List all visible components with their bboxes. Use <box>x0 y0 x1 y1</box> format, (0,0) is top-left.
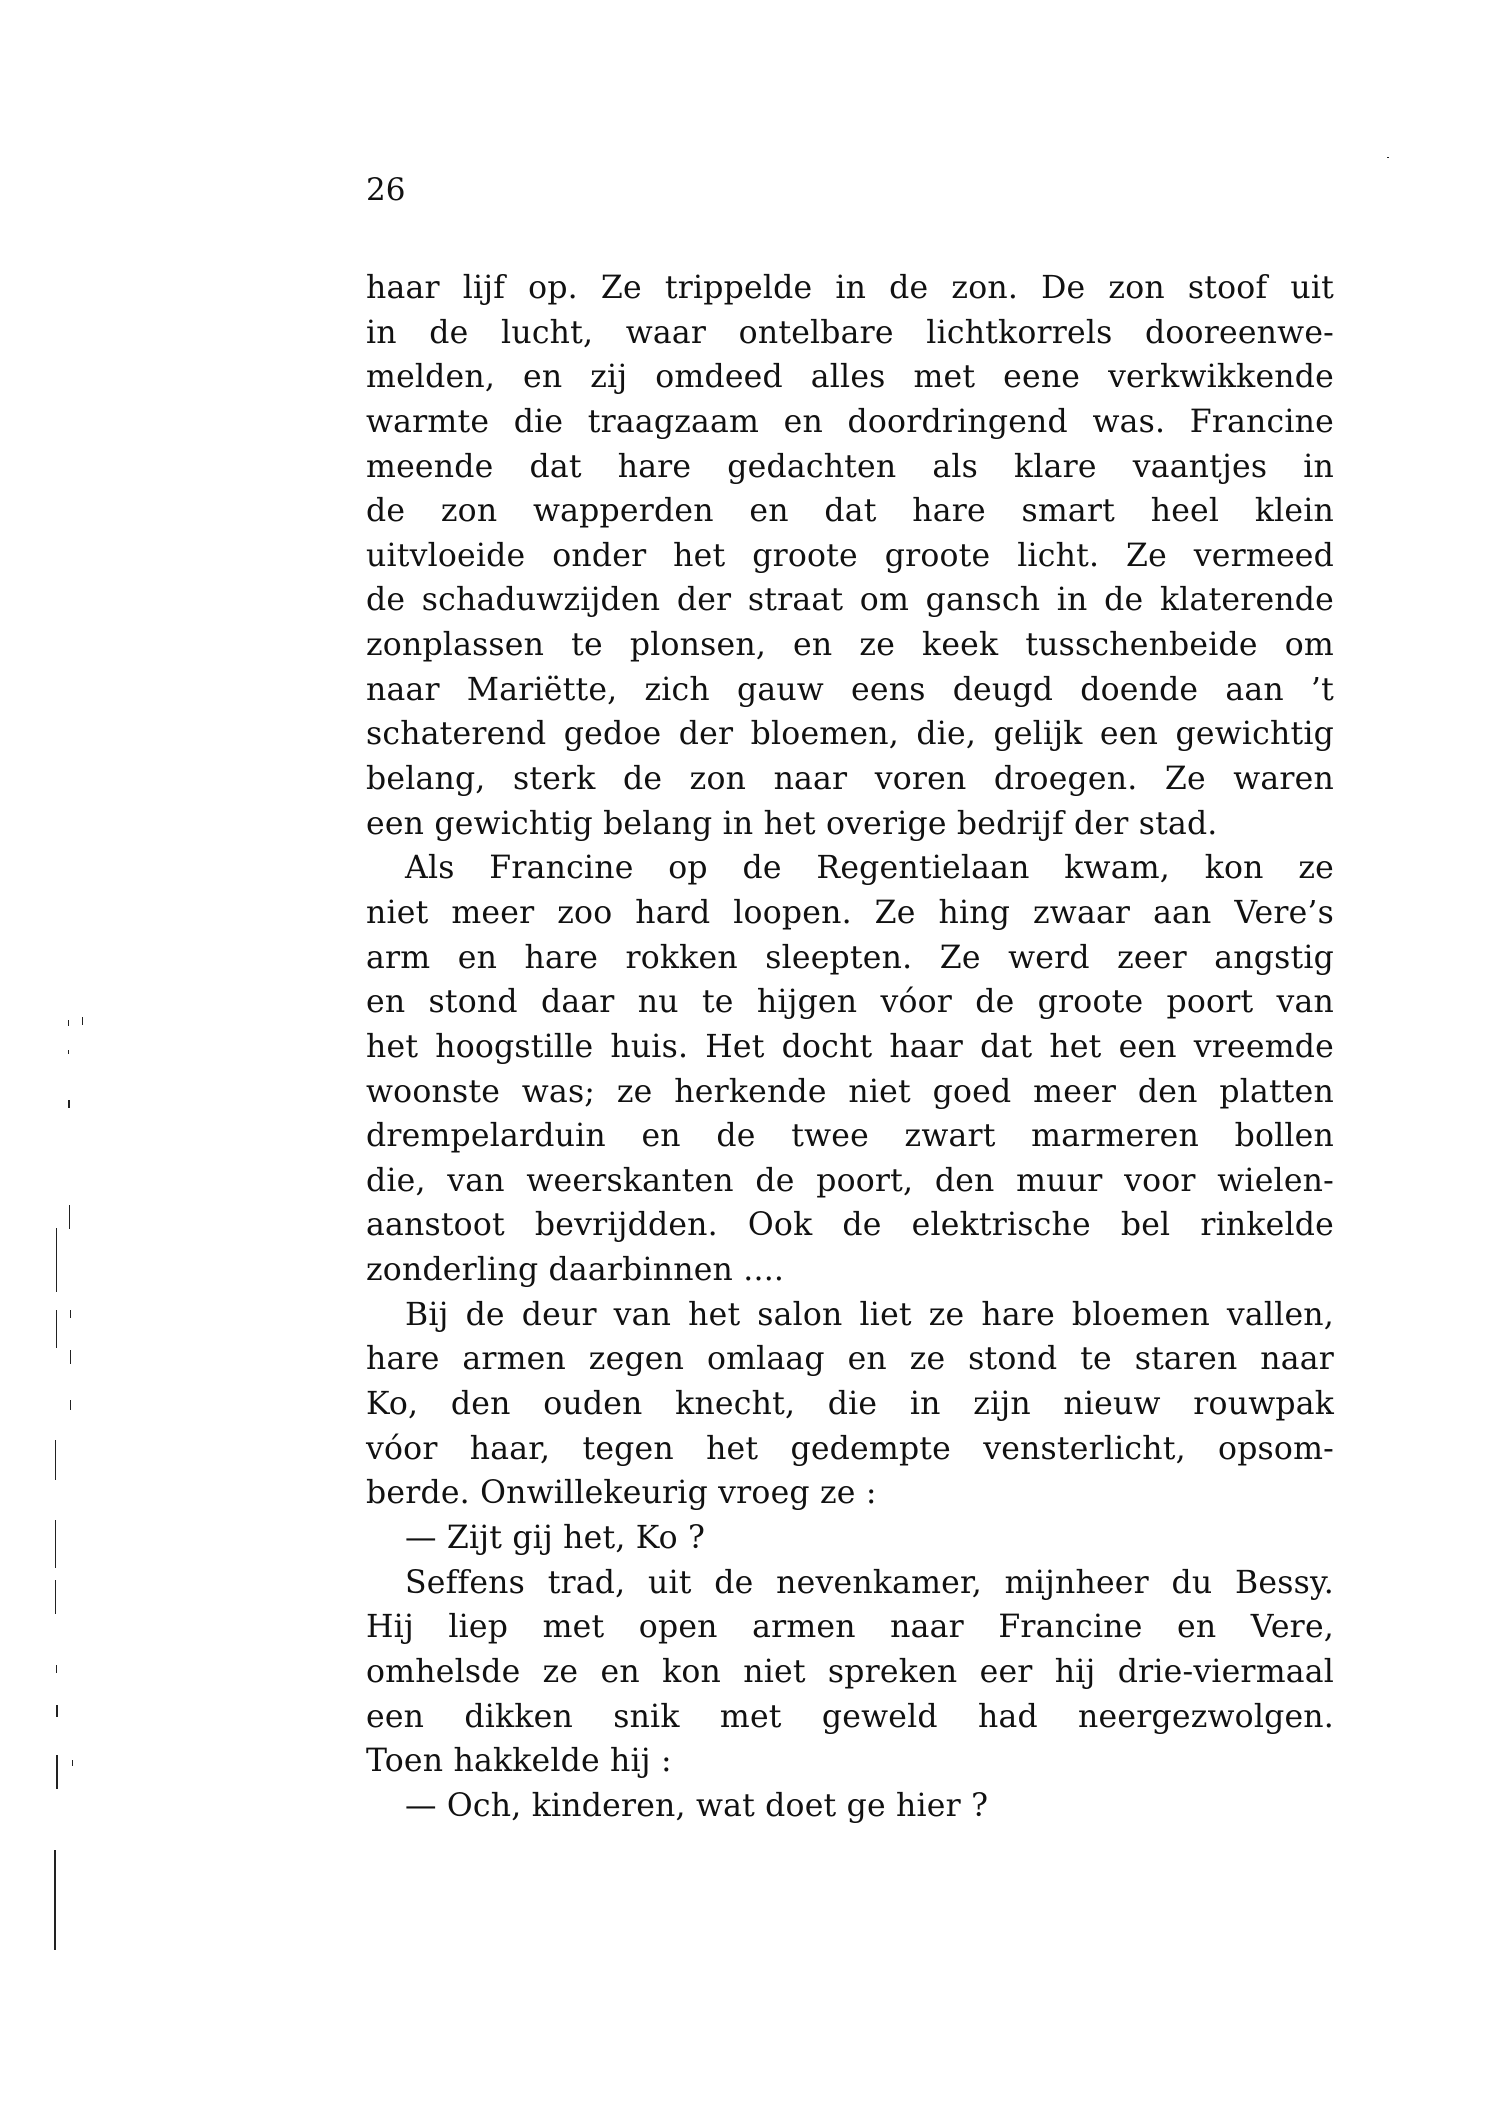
scan-speck <box>56 1310 57 1348</box>
text-line: belang, sterk de zon naar voren droegen. Ze waren <box>366 761 1334 798</box>
text-line: meende dat hare gedachten als klare vaantjes in <box>366 448 1334 485</box>
paragraph-start-line: Als Francine op de Regentielaan kwam, kon ze <box>405 850 1334 887</box>
text-line: en stond daar nu te hijgen vóor de groote poort van <box>366 984 1334 1021</box>
scan-speck <box>70 1400 71 1410</box>
text-line: aanstoot bevrijdden. Ook de elektrische bel rinkelde <box>366 1207 1334 1244</box>
page-number: 26 <box>366 172 406 208</box>
scan-speck <box>55 1520 56 1568</box>
text-line: uitvloeide onder het groote groote licht. Ze vermeed <box>366 537 1334 574</box>
scan-speck <box>56 1755 58 1789</box>
text-line: warmte die traagzaam en doordringend was. Francine <box>366 403 1334 440</box>
paragraph-end-line: Toen hakkelde hij : <box>366 1743 672 1780</box>
text-line: naar Mariëtte, zich gauw eens deugd doende aan ’t <box>366 671 1334 708</box>
text-line: in de lucht, waar ontelbare lichtkorrels dooreenwe- <box>366 314 1334 351</box>
scan-speck <box>82 1017 83 1025</box>
scan-speck <box>55 1440 56 1480</box>
scan-speck <box>1387 157 1389 158</box>
text-line: arm en hare rokken sleepten. Ze werd zeer angstig <box>366 939 1334 976</box>
paragraph-end-line: een gewichtig belang in het overige bedrijf der stad. <box>366 805 1218 842</box>
scan-speck <box>54 1850 56 1950</box>
paragraph-end-line: berde. Onwillekeurig vroeg ze : <box>366 1475 877 1512</box>
scan-margin-artifacts <box>0 0 120 2126</box>
text-line: schaterend gedoe der bloemen, die, gelijk een gewichtig <box>366 716 1334 753</box>
text-line: die, van weerskanten de poort, den muur voor wielen- <box>366 1162 1334 1199</box>
text-line: drempelarduin en de twee zwart marmeren bollen <box>366 1118 1334 1155</box>
text-line: Hij liep met open armen naar Francine en Vere, <box>366 1609 1334 1646</box>
scan-speck <box>68 1050 69 1054</box>
scan-speck <box>68 1100 70 1108</box>
text-line: een dikken snik met geweld had neergezwolgen. <box>366 1698 1334 1735</box>
scan-speck <box>70 1310 71 1318</box>
scan-speck <box>72 1760 73 1766</box>
text-line: het hoogstille huis. Het docht haar dat het een vreemde <box>366 1028 1334 1065</box>
scan-speck <box>70 1350 71 1364</box>
text-line: zonplassen te plonsen, en ze keek tusschenbeide om <box>366 627 1334 664</box>
paragraph-end-line: zonderling daarbinnen .... <box>366 1252 785 1289</box>
dialogue-line: — Zijt gij het, Ko ? <box>405 1519 706 1556</box>
text-line: niet meer zoo hard loopen. Ze hing zwaar aan Vere’s <box>366 894 1334 931</box>
text-line: melden, en zij omdeed alles met eene verkwikkende <box>366 359 1334 396</box>
text-line: haar lijf op. Ze trippelde in de zon. De zon stoof uit <box>366 270 1334 306</box>
text-line: Ko, den ouden knecht, die in zijn nieuw rouwpak <box>366 1386 1334 1423</box>
text-line: vóor haar, tegen het gedempte vensterlicht, opsom- <box>366 1430 1334 1467</box>
scan-speck <box>56 1665 57 1673</box>
scan-speck <box>56 1228 57 1292</box>
scan-speck <box>56 1705 58 1717</box>
text-line: de schaduwzijden der straat om gansch in de klaterende <box>366 582 1334 619</box>
text-line: de zon wapperden en dat hare smart heel klein <box>366 493 1334 530</box>
text-line: woonste was; ze herkende niet goed meer den platten <box>366 1073 1334 1110</box>
paragraph-start-line: Seffens trad, uit de nevenkamer, mijnheer du Bessy. <box>405 1564 1334 1601</box>
scan-speck <box>69 1205 70 1229</box>
dialogue-line: — Och, kinderen, wat doet ge hier ? <box>405 1787 989 1824</box>
text-line: hare armen zegen omlaag en ze stond te staren naar <box>366 1341 1334 1378</box>
paragraph-start-line: Bij de deur van het salon liet ze hare bloemen vallen, <box>405 1296 1334 1333</box>
body-text <box>366 266 1334 1828</box>
scan-speck <box>55 1580 56 1614</box>
scan-speck <box>68 1020 69 1026</box>
text-line: omhelsde ze en kon niet spreken eer hij drie-viermaal <box>366 1653 1334 1690</box>
